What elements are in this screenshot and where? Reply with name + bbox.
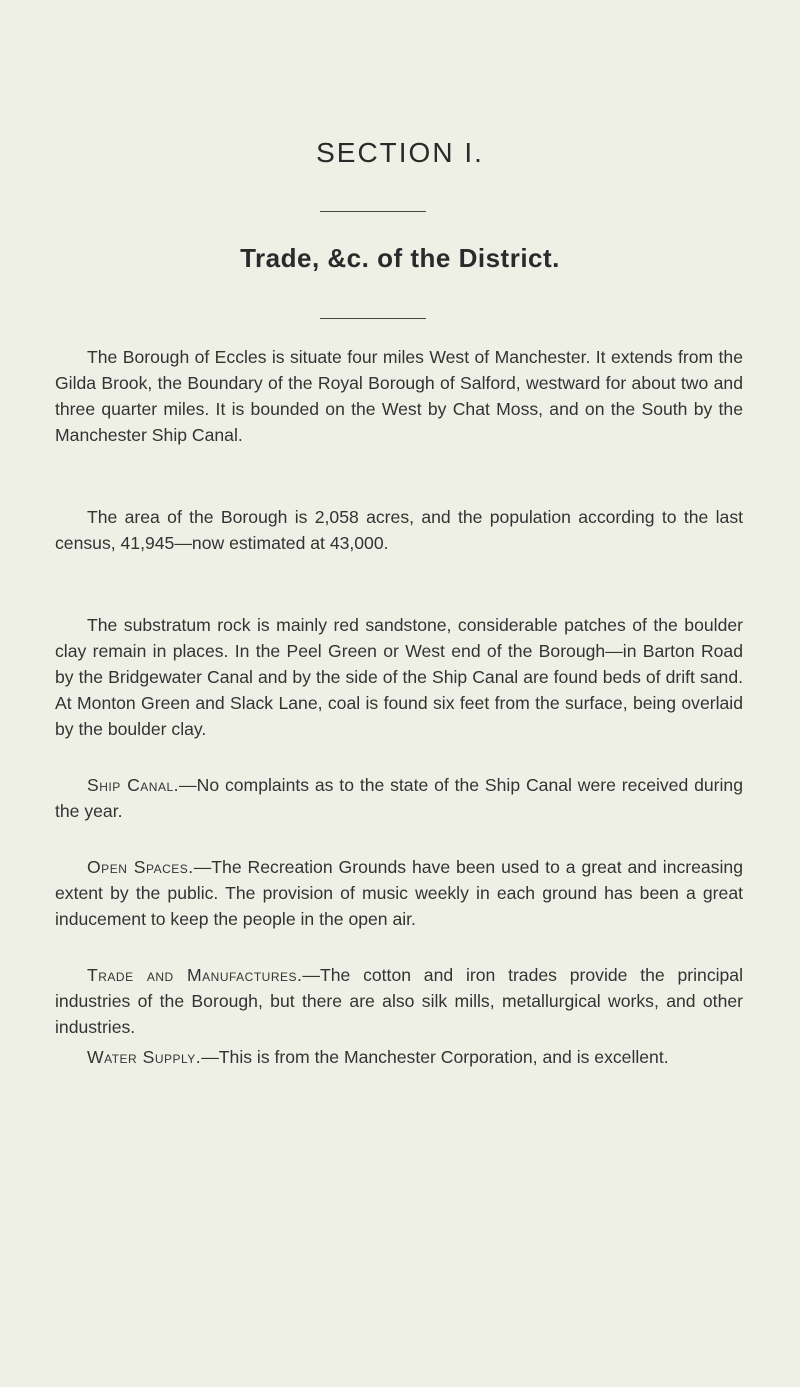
paragraph-ship-canal [55, 772, 743, 824]
section-title: SECTION I. [316, 137, 484, 168]
paragraph-text: The area of the Borough is 2,058 acres, and the population according to the last census, 41,945—now estimated at 43,000. [55, 507, 743, 553]
paragraph-area [55, 504, 743, 556]
paragraph-trade [55, 962, 743, 1040]
paragraph-text: —No complaints as to the state of the Ship Canal were received during the year. [55, 775, 743, 821]
divider-rule [320, 318, 426, 319]
page-heading: Trade, &c. of the District. [240, 243, 560, 273]
paragraph-text: —The Recreation Grounds have been used to a great and increasing extent by the public. The provision of music weekly in each ground has been a great inducement to keep the people in the open air. [55, 857, 743, 929]
paragraph-text: —The cotton and iron trades provide the principal industries of the Borough, but there are also silk mills, metallurgical works, and other industries. [55, 965, 744, 1037]
paragraph-text: —This is from the Manchester Corporation, and is excellent. [201, 1047, 669, 1067]
paragraph-geology [55, 612, 743, 742]
paragraph-location [55, 344, 743, 448]
paragraph-text: The Borough of Eccles is situate four miles West of Manchester. It extends from the Gilda Brook, the Boundary of the Royal Borough of Salford, westward for about two and three quarter miles. It is bounded on the West by Chat Moss, and on the South by the Manchester Ship Canal. [55, 347, 743, 445]
paragraph-open-spaces [55, 854, 743, 932]
paragraph-lead: Water Supply. [87, 1047, 202, 1067]
paragraph-lead: Ship Canal. [87, 775, 180, 795]
paragraph-water-supply [55, 1044, 743, 1070]
paragraph-lead: Trade and Manufactures. [87, 965, 303, 985]
paragraph-text: The substratum rock is mainly red sandstone, considerable patches of the boulder clay remain in places. In the Peel Green or West end of the Borough—in Barton Road by the Bridgewater Canal and by the side of the Ship Canal are found beds of drift sand. At Monton Green and Slack Lane, coal is found six feet from the surface, being overlaid by the boulder clay. [55, 615, 743, 739]
paragraph-lead: Open Spaces. [87, 857, 194, 877]
divider-rule [320, 211, 426, 212]
